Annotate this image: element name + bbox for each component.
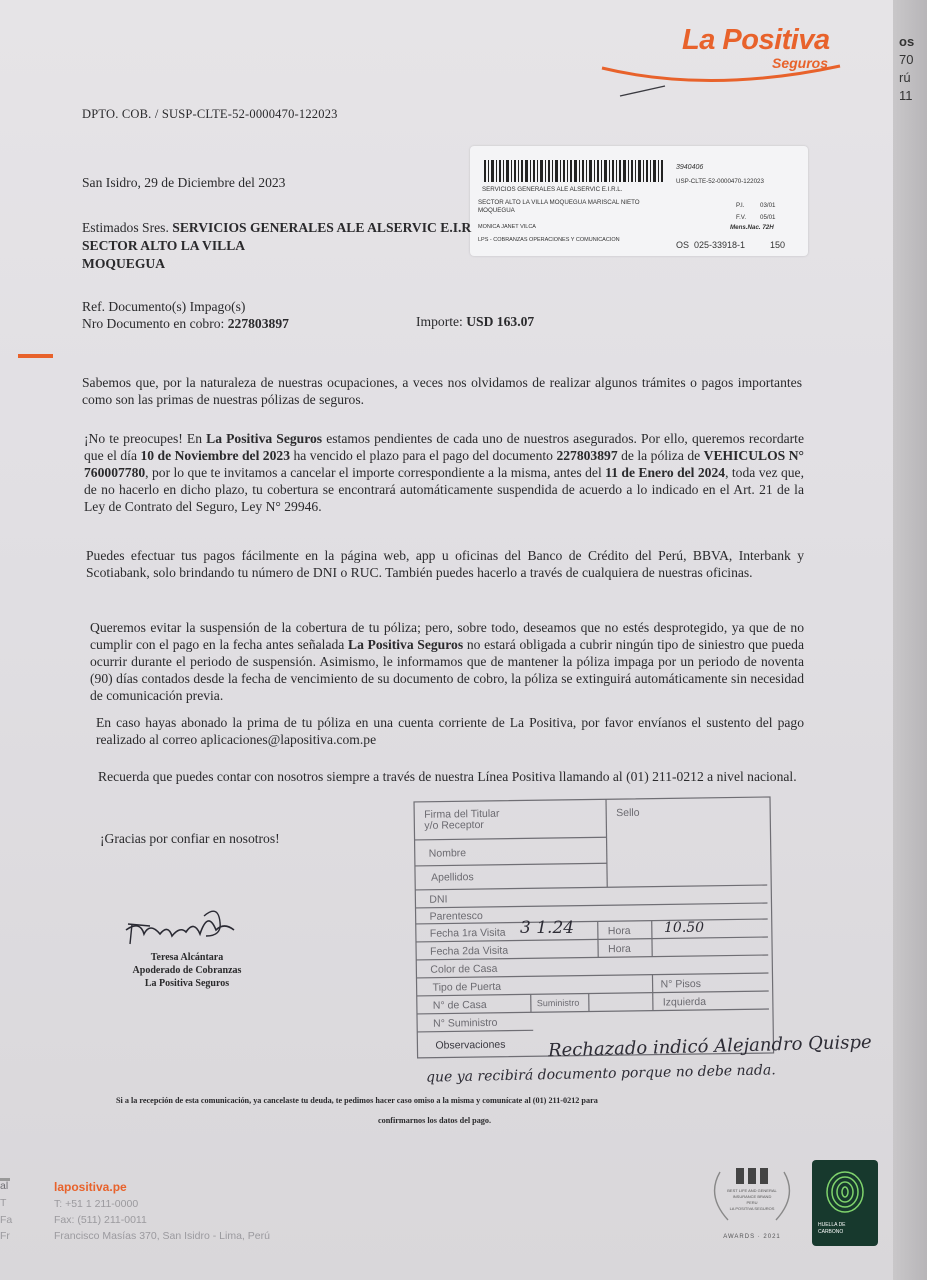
brand-swoosh-icon — [600, 58, 850, 98]
handwritten-signature-icon — [120, 900, 250, 952]
p2-deadline: 11 de Enero del 2024 — [605, 465, 726, 480]
barcode-icon — [484, 160, 664, 182]
label-company: SERVICIOS GENERALES ALE ALSERVIC E.I.R.L. — [482, 186, 623, 193]
paragraph-3 — [86, 547, 804, 581]
disclaimer-line-1: Si a la recepción de esta comunicación, ya cancelaste tu deuda, te pedimos hacer caso omiso a la misma y comunícate al (01) 211-0212 para — [116, 1096, 598, 1105]
label-contact: MONICA JANET VILCA — [478, 224, 536, 230]
p4-text-c: no estará obligada a cubrir ningún tipo de siniestro que pueda ocurrir durante el periodo de suspensión. Asimismo, le informamos que de mantener la póliza impaga por un periodo de noventa (90) días contados desde la fecha de vencimiento de su documento de cobro, la póliza se extinguirá automáticamente sin necesidad de comunicación previa. — [90, 637, 805, 703]
stamp-n-casa: N° de Casa — [432, 998, 487, 1012]
edge-text-4: 11 — [899, 88, 913, 103]
footer-edge-3: Fa — [0, 1214, 13, 1226]
award-line-3: PERU — [746, 1200, 758, 1205]
signatory-company: La Positiva Seguros — [144, 978, 230, 989]
paragraph-4 — [90, 619, 804, 704]
p2-text-a: ¡No te preocupes! En — [84, 431, 203, 446]
label-os-suffix: 150 — [770, 240, 786, 250]
signatory-role: Apoderado de Cobranzas — [132, 965, 242, 976]
ref-doc-label: Nro Documento en cobro: — [82, 316, 225, 331]
p2-brand: La Positiva Seguros — [206, 431, 323, 446]
ref-doc-line — [82, 315, 289, 332]
paragraph-6 — [98, 768, 804, 785]
p2-text-g: de la póliza de — [621, 448, 701, 463]
award-line-4: LA POSITIVA SEGUROS — [729, 1206, 775, 1211]
label-department: LPS - COBRANZAS OPERACIONES Y COMUNICACION — [478, 237, 620, 243]
stamp-fecha-2: Fecha 2da Visita — [430, 944, 509, 958]
handwritten-observation-1: Rechazado indicó Alejandro Quispe — [547, 1031, 872, 1062]
label-address-1: SECTOR ALTO LA VILLA MOQUEGUA MARISCAL NIETO — [478, 199, 640, 206]
ref-amount-line — [416, 313, 534, 330]
award-label: AWARDS · 2021 — [723, 1234, 781, 1240]
fingerprint-icon — [825, 1170, 865, 1214]
paragraph-1 — [82, 374, 802, 408]
p4-text-a: Queremos evitar la suspensión de la cobertura de tu póliza; pero, sobre todo, deseamos que no estés desprotegido, ya que de no cumplir con el pago en la fecha antes señalada — [90, 620, 804, 652]
ref-doc-number: 227803897 — [227, 316, 289, 331]
paragraph-5 — [96, 714, 804, 748]
brand-logo: La Positiva — [682, 24, 830, 56]
p2-doc-number: 227803897 — [556, 448, 618, 463]
edge-text-2: 70 — [899, 52, 914, 67]
stamp-dni: DNI — [429, 893, 448, 906]
stamp-fecha-1: Fecha 1ra Visita — [429, 926, 506, 940]
p2-text-i: , por lo que te invitamos a cancelar el importe correspondiente a la misma, antes del — [145, 465, 602, 480]
stamp-parentesco: Parentesco — [429, 909, 483, 923]
carbon-seal — [812, 1160, 878, 1246]
label-pi-value: 03/01 — [760, 202, 776, 209]
stamp-izquierda: Izquierda — [662, 995, 707, 1009]
footer-fax: Fax: (511) 211-0011 — [54, 1214, 147, 1226]
footer-edge-4: Fr — [0, 1230, 10, 1242]
label-barcode-code: 3940406 — [676, 164, 704, 171]
place-date: San Isidro, 29 de Diciembre del 2023 — [82, 175, 286, 190]
stamp-n-pisos: N° Pisos — [660, 977, 702, 991]
stamp-color-casa: Color de Casa — [430, 962, 498, 976]
stamp-apellidos: Apellidos — [431, 871, 474, 884]
signatory-name: Teresa Alcántara — [150, 952, 224, 963]
label-address-2: MOQUEGUA — [478, 207, 515, 214]
paragraph-1-text: Sabemos que, por la naturaleza de nuestras ocupaciones, a veces nos olvidamos de realizar algunos trámites o pagos importantes como son las primas de nuestras pólizas de seguros. — [82, 375, 802, 407]
p2-due-date: 10 de Noviembre del 2023 — [140, 448, 290, 463]
p4-brand: La Positiva Seguros — [348, 637, 464, 652]
reference-code: DPTO. COB. / SUSP-CLTE-52-0000470-122023 — [82, 107, 338, 121]
handwritten-visit-date: 3 1.24 — [520, 918, 575, 938]
label-fv-value: 05/01 — [760, 214, 776, 221]
recipient-address-2: MOQUEGUA — [82, 256, 166, 271]
stamp-observaciones: Observaciones — [435, 1038, 506, 1052]
recipient-address-1: SECTOR ALTO LA VILLA — [82, 238, 246, 253]
stamp-sello: Sello — [616, 806, 640, 820]
paragraph-3-text: Puedes efectuar tus pagos fácilmente en la página web, app u oficinas del Banco de Crédito del Perú, BBVA, Interbank y Scotiabank, solo brindando tu número de DNI o RUC. También puedes hacerlo a través de cualquiera de nuestras oficinas. — [86, 548, 804, 580]
stamp-tipo-puerta: Tipo de Puerta — [432, 980, 502, 994]
label-pi: P.I. — [736, 202, 745, 209]
label-fv: F.V. — [736, 214, 747, 221]
paragraph-6-text: Recuerda que puedes contar con nosotros siempre a través de nuestra Línea Positiva llamando al (01) 211-0212 a nivel nacional. — [98, 769, 797, 784]
recipient-prefix: Estimados Sres. — [82, 220, 169, 235]
paragraph-2 — [84, 430, 804, 515]
stamp-hora-1: Hora — [607, 924, 631, 938]
p2-text-c: estamos pendientes de cada uno de nuestros asegurados. Por ello, queremos recordarte que el día — [84, 431, 804, 463]
fold-mark — [18, 354, 53, 358]
stamp-nombre: Nombre — [428, 847, 467, 860]
mail-label — [470, 146, 808, 256]
disclaimer-line-2: confirmarnos los datos del pago. — [378, 1116, 492, 1125]
seal-line-2: CARBONO — [818, 1229, 844, 1235]
adjacent-document-edge — [893, 0, 927, 1280]
stamp-hora-2: Hora — [608, 942, 631, 956]
label-os-number: 025-33918-1 — [694, 240, 746, 250]
delivery-stamp — [410, 795, 776, 1062]
label-susp-code: USP-CLTE-52-0000470-122023 — [676, 178, 764, 185]
p2-policy: VEHICULOS N° 760007780 — [84, 448, 804, 480]
label-os: OS — [676, 240, 690, 250]
handwritten-observation-2: que ya recibirá documento porque no debe nada. — [425, 1062, 776, 1086]
p2-text-e: ha vencido el plazo para el pago del documento — [293, 448, 553, 463]
recipient-name: SERVICIOS GENERALES ALE ALSERVIC E.I.R — [172, 220, 472, 235]
footer-edge-2: T — [0, 1197, 7, 1209]
brand-logo-sub: Seguros — [772, 55, 829, 71]
award-line-2: INSURANCE BRAND — [732, 1194, 772, 1199]
ref-amount-value: USD 163.07 — [466, 314, 535, 329]
ref-line: Ref. Documento(s) Impago(s) — [82, 299, 246, 314]
paragraph-5-text: En caso hayas abonado la prima de tu póliza en una cuenta corriente de La Positiva, por favor envíanos el sustento del pago realizado al correo aplicaciones@lapositiva.com.pe — [96, 715, 804, 747]
label-mens: Mens.Nac. 72H — [730, 224, 774, 231]
footer-address: Francisco Masías 370, San Isidro - Lima, Perú — [54, 1230, 270, 1242]
recipient-line-1 — [82, 219, 471, 236]
edge-text-3: rú — [899, 70, 911, 85]
award-badge — [706, 1164, 798, 1250]
seal-line-1: HUELLA DE — [818, 1222, 846, 1228]
award-line-1: BEST LIFE AND GENERAL — [727, 1188, 777, 1193]
p2-text-k: , toda vez que, de no hacerlo en dicho plazo, tu cobertura se encontrará automáticamente suspendida de acuerdo a lo indicado en el Art. 21 de la Ley de Contrato del Seguro, Ley N° 29946. — [84, 465, 804, 514]
ref-amount-label: Importe: — [416, 314, 463, 329]
footer-website: lapositiva.pe — [54, 1180, 127, 1194]
handwritten-visit-hour: 10.50 — [664, 920, 705, 936]
thanks-line: ¡Gracias por confiar en nosotros! — [100, 831, 280, 846]
stamp-suministro: Suministro — [536, 997, 580, 1009]
footer-edge-1: al — [0, 1180, 9, 1192]
edge-text-1: os — [899, 34, 915, 49]
footer-phone: T: +51 1 211-0000 — [54, 1198, 139, 1210]
stamp-n-suministro: N° Suministro — [433, 1016, 498, 1030]
stamp-firma: Firma del Titular y/o Receptor — [424, 807, 500, 832]
